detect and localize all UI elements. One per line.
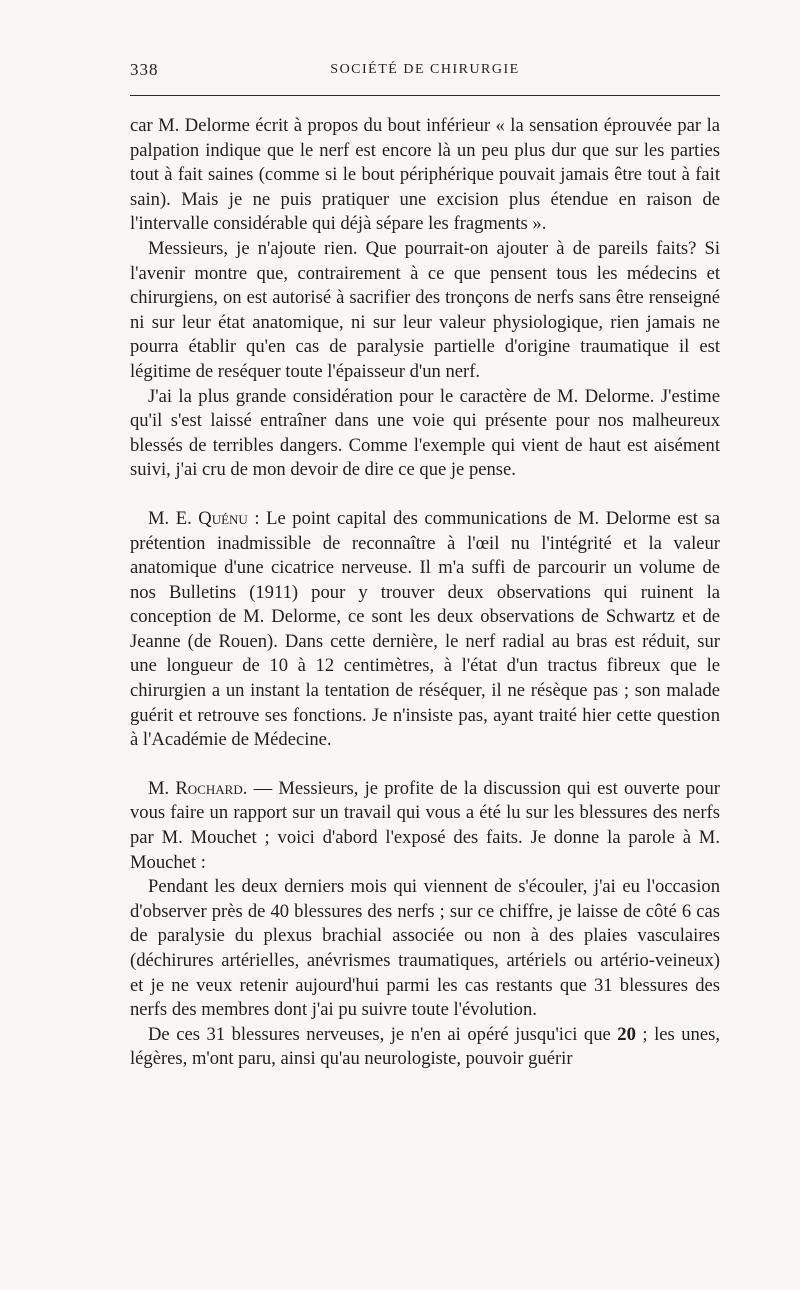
- paragraph-messieurs: Messieurs, je n'ajoute rien. Que pourrait-on ajouter à de pareils faits? Si l'avenir montre que, contrairement à ce que pensent tous les médecins et chirurgiens, on est autorisé à sacrifier des tronçons de nerfs sans être renseigné ni sur leur état anatomique, ni sur leur valeur physiologique, rien jamais ne pourra établir qu'en cas de paralysie partielle d'origine traumatique il est légitime de reséquer toute l'épaisseur d'un nerf.: [130, 237, 720, 382]
- paragraph-operated-count: [130, 1023, 720, 1072]
- paragraph-text: : Le point capital des communications de M. Delorme est sa prétention inadmissible de reconnaître à l'œil nu l'intégrité et la valeur anatomique d'une cicatrice nerveuse. Il m'a suffi de parcourir un volume de nos Bulletins (1911) pour y trouver deux observations qui ruinent la conception de M. Delorme, ce sont les deux observations de Schwartz et de Jeanne (de Rouen). Dans cette dernière, le nerf radial au bras est réduit, sur une longueur de 10 à 12 centimètres, à l'état d'un tractus fibreux que le chirurgien a un instant la tentation de réséquer, il ne résèque pas ; son malade guérit et retrouve ses fonctions. Je n'insiste pas, ayant traité hier cette question à l'Académie de Médecine.: [130, 507, 720, 751]
- header-rule: [130, 95, 720, 96]
- paragraph-delorme-quote: car M. Delorme écrit à propos du bout inférieur « la sensation éprouvée par la palpation indique que le nerf est encore là un peu plus dur que sur les parties tout à fait saines (comme si le bout périphérique pouvait jamais être tout à fait sain). Mais je ne puis pratiquer une excision plus étendue en raison de l'intervalle considérable qui déjà sépare les fragments ».: [130, 115, 720, 235]
- paragraph-text: ; les unes, légères, m'ont paru, ainsi qu'au neurologiste, pouvoir guérir: [130, 1023, 720, 1070]
- speaker-name: Rochard: [175, 777, 243, 799]
- speaker-prefix: M.: [148, 777, 176, 799]
- paragraph-text: De ces 31 blessures nerveuses, je n'en ai opéré jusqu'ici que: [148, 1023, 618, 1045]
- paragraph-quenu: [130, 507, 720, 753]
- page-header: [130, 60, 720, 86]
- running-title: SOCIÉTÉ DE CHIRURGIE: [330, 62, 520, 77]
- body-text: [130, 114, 720, 1072]
- page-number: 338: [130, 60, 159, 79]
- operated-count: 20: [617, 1023, 636, 1045]
- speaker-prefix: M. E.: [148, 507, 199, 529]
- speaker-name: Quénu: [198, 507, 248, 529]
- paragraph-text: . — Messieurs, je profite de la discussion qui est ouverte pour vous faire un rapport sur un travail qui vous a été lu sur les blessures des nerfs par M. Mouchet ; voici d'abord l'exposé des faits. Je donne la parole à M. Mouchet :: [130, 777, 720, 873]
- paragraph-mouchet-report: Pendant les deux derniers mois qui viennent de s'écouler, j'ai eu l'occasion d'observer près de 40 blessures des nerfs ; sur ce chiffre, je laisse de côté 6 cas de paralysie du plexus brachial associée ou non à des plaies vasculaires (déchirures artérielles, anévrismes traumatiques, artériels ou artério-veineux) et je ne veux retenir aujourd'hui parmi les cas restants que 31 blessures des nerfs des membres dont j'ai pu suivre toute l'évolution.: [130, 876, 720, 1021]
- paragraph-consideration: J'ai la plus grande considération pour le caractère de M. Delorme. J'estime qu'il s'est laissé entraîner dans une voie qui présente pour nos malheureux blessés de terribles dangers. Comme l'exemple qui vient de haut est aisément suivi, j'ai cru de mon devoir de dire ce que je pense.: [130, 385, 720, 481]
- paragraph-rochard: [130, 777, 720, 875]
